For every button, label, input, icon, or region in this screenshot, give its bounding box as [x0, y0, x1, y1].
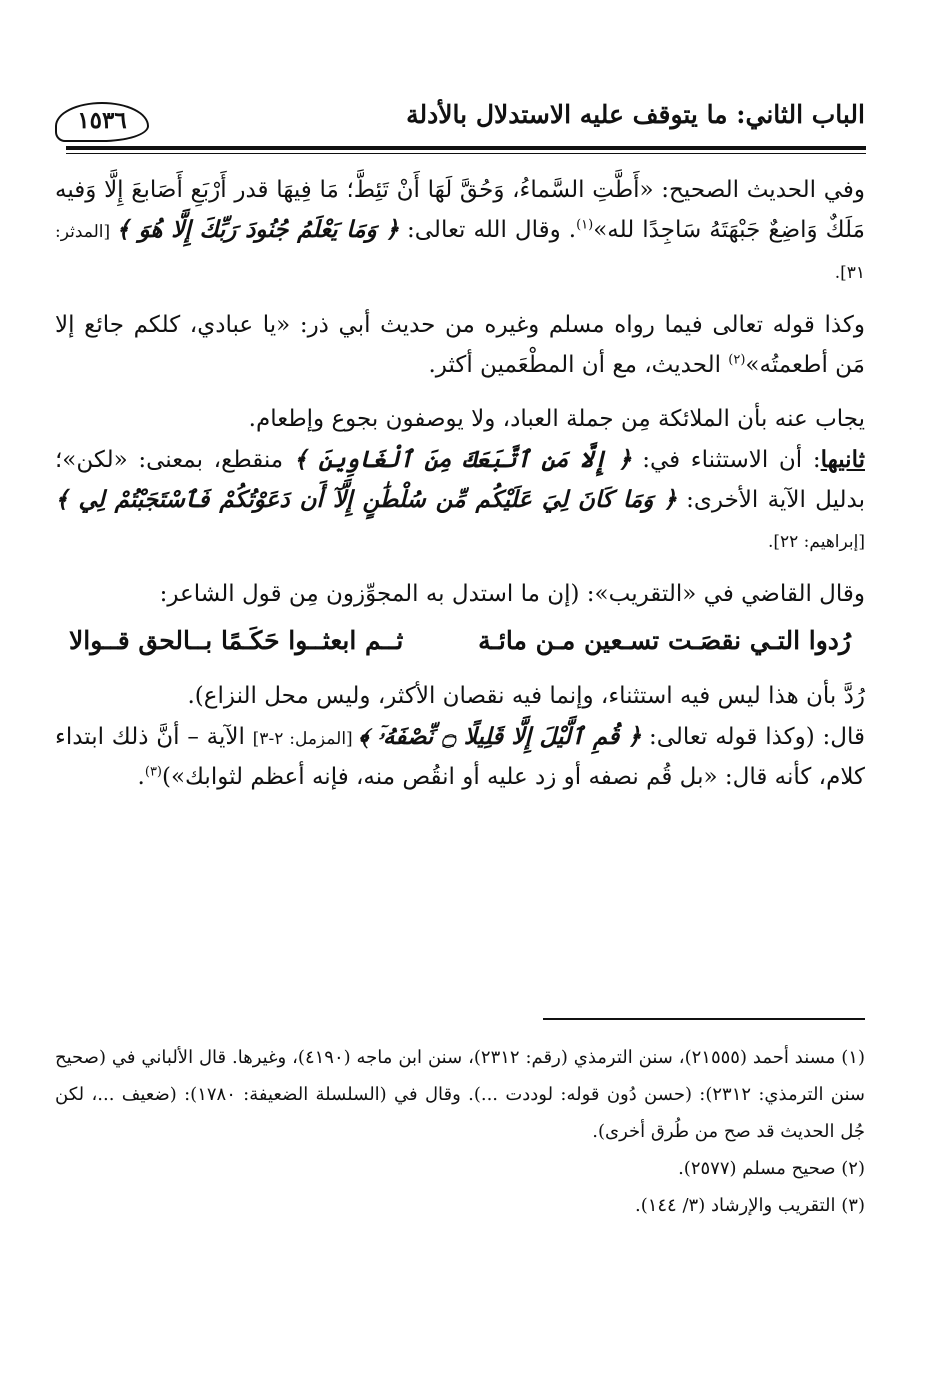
- footnote-marker-2[interactable]: (٢): [728, 352, 746, 368]
- verse-reference: [المدثر: ٣١].: [55, 222, 865, 283]
- footnotes: [55, 1040, 865, 1224]
- quran-verse: ﴿ وَمَا كَانَ لِيَ عَلَيْكُم مِّن سُلْطَٰنٍ إِلَّآ أَن دَعَوْتُكُمْ فَٱسْتَجَبْتُمْ لِي ﴾: [55, 485, 677, 513]
- paragraph-text: : أن الاستثناء في:: [631, 446, 821, 473]
- paragraph-4: [55, 440, 865, 561]
- poetry-verse: [69, 619, 851, 663]
- paragraph-1: [55, 170, 865, 291]
- poem-hemistich-first: رُدوا التـي نقصَـت تسـعين مـن مائـة: [478, 625, 851, 655]
- chapter-title: الباب الثاني: ما يتوقف عليه الاستدلال بالأدلة: [406, 100, 865, 129]
- verse-reference: [المزمل: ٢-٣]: [252, 728, 359, 749]
- paragraph-2: [55, 305, 865, 386]
- quran-verse: ﴿ وَمَا يَعْلَمُ جُنُودَ رَبِّكَ إِلَّا هُوَ ﴾: [116, 216, 399, 244]
- paragraph-text: .: [137, 763, 145, 790]
- header-rule-thin: [66, 153, 866, 154]
- quran-verse: ﴿ إِلَّا مَنِ ٱتَّبَعَكَ مِنَ ٱلْغَاوِينَ ﴾: [293, 445, 632, 473]
- paragraph-5: وقال القاضي في «التقريب»: (إن ما استدل به المجوِّزون مِن قول الشاعر:: [159, 581, 865, 608]
- header-rule: [66, 146, 866, 150]
- paragraph-3: يجاب عنه بأن الملائكة مِن جملة العباد، ولا يوصفون بجوع وإطعام.: [248, 406, 865, 433]
- paragraph-text: الآية – أنَّ ذلك ابتداء كلام، كأنه قال: «بل قُم نصفه أو زد عليه أو انقُص منه، فإنه أعظم لثوابك»): [55, 723, 865, 790]
- footnote-3: (٣) التقريب والإرشاد (٣/ ١٤٤).: [634, 1194, 865, 1216]
- poem-hemistich-second: ثــم ابعثــوا حَكَـمًا بــالحق قــوالا: [69, 625, 404, 655]
- paragraph-text: قال: (وكذا قوله تعالى:: [641, 723, 865, 750]
- verse-reference: [إبراهيم: ٢٢].: [767, 532, 865, 552]
- paragraph-7: [55, 717, 865, 798]
- main-text: [55, 170, 865, 797]
- footnote-2: (٢) صحيح مسلم (٢٥٧٧).: [678, 1157, 865, 1179]
- paragraph-text: وكذا قوله تعالى فيما رواه مسلم وغيره من حديث أبي ذر: «يا عبادي، كلكم جائع إلا مَن أطعمتُه»: [55, 311, 865, 378]
- paragraph-text: وفي الحديث الصحيح: «أَطَّتِ السَّماءُ، وَحُقَّ لَهَا أَنْ تَئِطَّ؛ مَا فِيهَا قدر أَرْبَعِ أَصَابعَ إِلَّا وَفيه مَلَكٌ وَاضِعٌ جَبْهَتَهُ سَاجِدًا لله»: [55, 177, 865, 244]
- paragraph-6: رُدَّ بأن هذا ليس فيه استثناء، وإنما فيه نقصان الأكثر، وليس محل النزاع).: [187, 683, 865, 710]
- page-number-badge: ١٥٣٦: [55, 102, 149, 142]
- paragraph-text: منقطع، بمعنى: «لكن»؛ بدليل الآية الأخرى:: [55, 446, 865, 513]
- running-header: [55, 96, 865, 140]
- footnote-1: (١) مسند أحمد (٢١٥٥٥)، سنن الترمذي (رقم: ٢٣١٢)، سنن ابن ماجه (٤١٩٠)، وغيرها. قال الألباني في (صحيح سنن الترمذي: ٢٣١٢): (حسن دُون قوله: لوددت ...). وقال في (السلسلة الضعيفة: ١٧٨٠): (ضعيف ...، لكن جُل الحديث قد صح من طُرق أخرى).: [55, 1047, 865, 1142]
- section-label: ثانيها: [820, 445, 865, 473]
- paragraph-text: الحديث، مع أن المطْعَمين أكثر.: [428, 352, 729, 378]
- footnote-marker-3[interactable]: (٣): [144, 764, 162, 780]
- quran-verse: ﴿ قُمِ ٱلَّيْلَ إِلَّا قَلِيلًا ۝ نِّصْفَهُۥٓ ﴾: [358, 722, 642, 750]
- footnote-marker-1[interactable]: (١): [576, 217, 594, 233]
- footnote-separator: [543, 1018, 865, 1020]
- paragraph-text: . وقال الله تعالى:: [398, 217, 577, 244]
